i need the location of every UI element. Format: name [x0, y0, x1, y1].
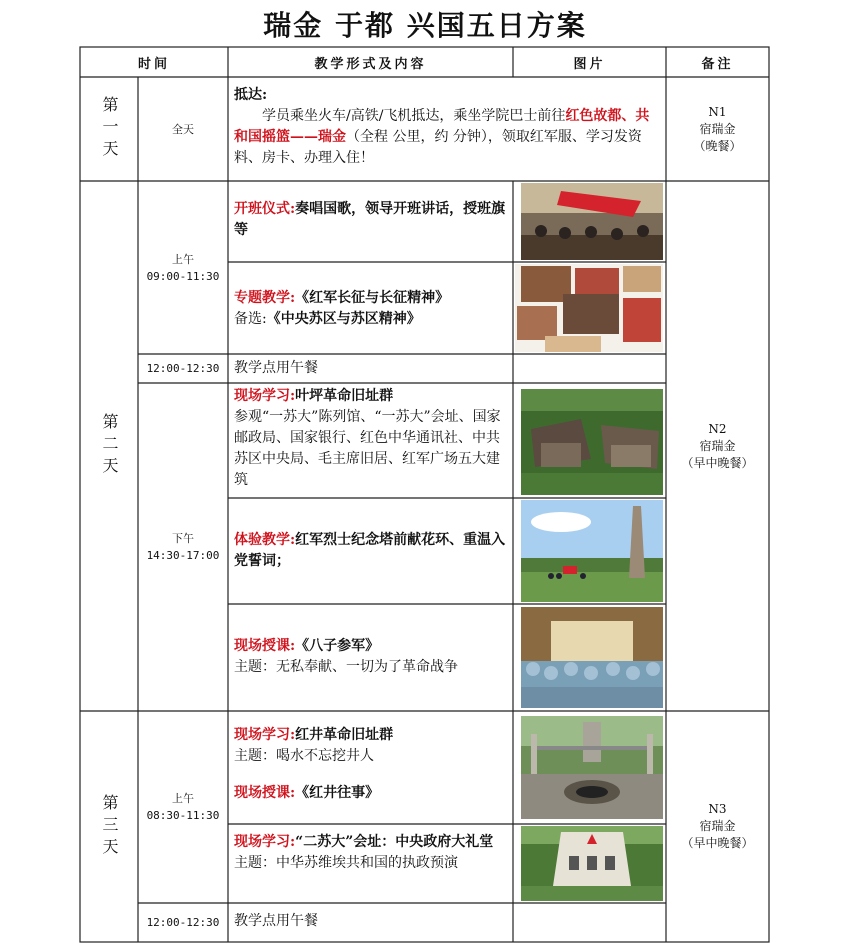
day2-label-cell [80, 181, 138, 711]
arrival-title: 抵达: [234, 87, 268, 103]
day3-label-cell [80, 711, 138, 942]
hall-theme: 主题：中华苏维埃共和国的执政预演 [234, 855, 458, 871]
day2-morning-time: 09:00-11:30 [146, 269, 220, 283]
day3-morning-period: 上午 [172, 792, 194, 805]
experience-label: 体验教学: [234, 532, 296, 548]
day3-morning-time: 08:30-11:30 [146, 809, 220, 822]
hall-title: “二苏大”会址：中央政府大礼堂 [295, 834, 494, 850]
day2-label: 第二天 [100, 413, 119, 479]
arrival-text [234, 106, 662, 169]
day2-lunch-text: 教学点用午餐 [234, 360, 318, 376]
hall-label: 现场学习: [234, 834, 296, 850]
onsite-lecture [234, 636, 508, 678]
topic-teaching [234, 288, 506, 330]
day3-note [666, 711, 769, 942]
day3-note-code: N3 [708, 802, 727, 816]
experience-teaching [234, 530, 508, 572]
photo-central-auditorium [521, 826, 663, 901]
photo-yeping-site [521, 389, 663, 495]
site-text: 参观“一苏大”陈列馆、“一苏大”会址、国家邮政局、国家银行、红色中华通讯社、中共苏区中央局、毛主席旧居、红军广场五大建筑 [234, 409, 501, 488]
red-well-site [234, 725, 508, 804]
arrival-highlight: 红色故都、共和国摇篮——瑞金 [234, 108, 650, 145]
day2-afternoon-time-cell [138, 383, 228, 711]
experience-text: 红军烈士纪念塔前献花环、重温入党誓词； [234, 532, 506, 569]
day1-note [666, 77, 769, 181]
well-theme: 主题：喝水不忘挖井人 [234, 748, 374, 764]
day2-afternoon-time: 14:30-17:00 [146, 549, 220, 562]
day1-note-meal: （晚餐） [693, 138, 742, 153]
day2-lunch-time: 12:00-12:30 [146, 362, 220, 375]
day2-morning-period: 上午 [172, 252, 194, 266]
arrival-text-part1: 学员乘坐火车/高铁/飞机抵达，乘坐学院巴士前往 [262, 108, 566, 124]
auditorium-site [234, 832, 508, 874]
photo-topic-teaching [515, 264, 663, 352]
well-lecture-text: 《红井往事》 [295, 785, 380, 801]
photo-red-well [521, 716, 663, 819]
yeping-site [234, 386, 508, 491]
lecture-theme: 主题：无私奉献、一切为了革命战争 [234, 659, 458, 675]
opening-text: 奏唱国歌，领导开班讲话，授班旗等 [234, 201, 506, 238]
day3-note-meal: （早中晚餐） [681, 836, 754, 850]
day2-note-stay: 宿瑞金 [699, 438, 736, 453]
header-time: 时间 [137, 56, 170, 72]
topic-text: 《红军长征与长征精神》 [295, 290, 450, 306]
photo-martyrs-monument [521, 500, 663, 602]
day3-lunch-text: 教学点用午餐 [234, 913, 318, 929]
topic-alt-text: 《中央苏区与苏区精神》 [266, 311, 421, 327]
day1-arrival [234, 85, 662, 169]
day2-note [666, 181, 769, 711]
lecture-label: 现场授课: [234, 638, 296, 654]
site-title: 叶坪革命旧址群 [295, 388, 394, 404]
day3-label: 第三天 [100, 793, 119, 860]
day2-afternoon-period: 下午 [172, 532, 194, 545]
well-lecture-label: 现场授课: [234, 785, 296, 801]
arrival-text-part2: （全程 公里，约 分钟），领取红军服、学习发资料、房卡、办理入住！ [234, 129, 642, 166]
day1-label: 第一天 [100, 96, 119, 162]
header-content: 教学形式及内容 [314, 56, 427, 72]
topic-label: 专题教学: [234, 290, 296, 306]
opening-ceremony [234, 199, 506, 241]
day1-note-code: N1 [708, 104, 727, 119]
lecture-text: 《八子参军》 [295, 638, 380, 654]
header-notes: 备注 [701, 56, 734, 72]
day1-label-cell [80, 77, 138, 181]
day1-note-stay: 宿瑞金 [699, 121, 736, 136]
day2-morning-time-cell [138, 181, 228, 354]
well-label: 现场学习: [234, 727, 296, 743]
day3-note-stay: 宿瑞金 [699, 819, 736, 833]
day3-lunch-time: 12:00-12:30 [146, 916, 220, 929]
photo-eight-sons-lecture [521, 607, 663, 708]
day1-period: 全天 [172, 122, 194, 136]
topic-alt-label: 备选: [234, 311, 267, 327]
day3-morning-time-cell [138, 711, 228, 903]
day2-note-code: N2 [708, 421, 727, 436]
site-label: 现场学习: [234, 388, 296, 404]
header-image: 图片 [573, 56, 606, 72]
well-title: 红井革命旧址群 [295, 727, 394, 743]
day2-note-meal: （早中晚餐） [681, 455, 754, 470]
opening-label: 开班仪式: [234, 201, 296, 217]
page-title: 瑞金 于都 兴国五日方案 [263, 9, 587, 42]
photo-opening-ceremony [521, 183, 663, 260]
